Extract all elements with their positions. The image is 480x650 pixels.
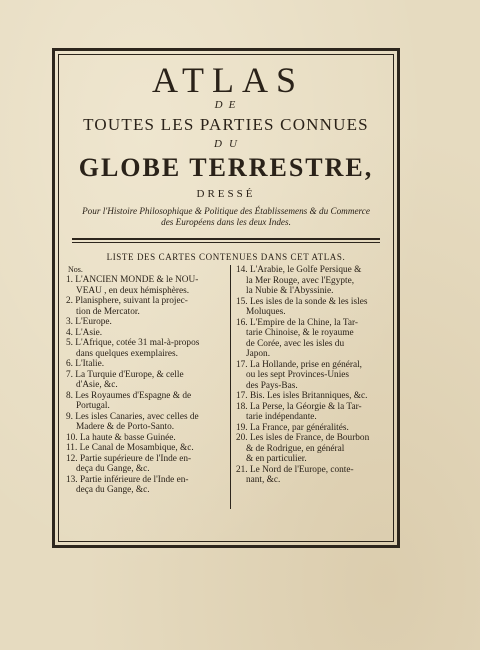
title-de: DE (214, 99, 242, 111)
map-entry-number: 1. (66, 275, 76, 285)
map-entry-number: 10. (66, 432, 80, 443)
map-entry-number: 21. (236, 464, 250, 475)
map-entry (64, 275, 226, 296)
map-entry-number: 19. (236, 422, 250, 433)
map-entry-continuation: deça du Gange, &c. (76, 464, 150, 474)
map-entry (234, 423, 388, 434)
column-divider (230, 265, 231, 509)
map-entry (64, 359, 226, 370)
map-entry-continuation: de Corée, avec les isles du (246, 338, 345, 349)
map-entry-title: Partie inférieure de l'Inde en- (79, 474, 189, 485)
subtitle-line-2: des Européens dans les deux Indes. (161, 217, 291, 227)
map-entry (234, 297, 388, 318)
subtitle (62, 206, 390, 228)
map-entry (64, 412, 226, 433)
map-entry (234, 433, 388, 465)
map-entry-number: 6. (66, 359, 76, 369)
map-entry-number: 4. (66, 327, 76, 338)
map-entry (64, 296, 226, 317)
map-entry-title: L'Afrique, cotée 31 mal-à-propos (75, 338, 200, 348)
map-entry-number: 5. (66, 338, 76, 348)
map-entry-continuation: & en particulier. (246, 454, 307, 464)
double-rule (72, 238, 380, 244)
map-entry (234, 360, 388, 392)
map-entry-continuation: d'Asie, &c. (76, 380, 118, 390)
numero-label: Nos. (68, 265, 83, 274)
map-entry-continuation: Japon. (246, 349, 271, 359)
map-entry-number: 17. Bis. (236, 391, 267, 401)
map-entry-title: Planisphere, suivant la projec- (75, 296, 188, 306)
map-entry-title: L'Europe. (75, 317, 112, 327)
map-entry-continuation: tion de Mercator. (76, 306, 140, 317)
map-entry (64, 391, 226, 412)
map-entry-continuation: VEAU , en deux hémisphères. (76, 285, 190, 296)
map-entry (64, 328, 226, 339)
map-entry (64, 454, 226, 475)
map-entry-number: 2. (66, 296, 76, 306)
map-entry-title: Les isles de la sonde & les isles (249, 296, 368, 307)
list-heading: LISTE DES CARTES CONTENUES DANS CET ATLAS. (106, 252, 346, 262)
map-entry-title: Les isles Canaries, avec celles de (75, 411, 199, 422)
map-entry-number: 9. (66, 411, 76, 422)
map-entry-continuation: Moluques. (246, 307, 286, 317)
map-entry (64, 370, 226, 391)
title-dresse: DRESSÉ (196, 188, 256, 200)
map-entry-title: Les isles de France, de Bourbon (249, 433, 370, 443)
map-entry-number: 15. (236, 296, 250, 307)
map-entry-number: 11. (66, 443, 80, 453)
subtitle-line-1: Pour l'Histoire Philosophique & Politique des Établissemens & du Commerce (82, 206, 370, 216)
map-entry-continuation: nant, &c. (246, 475, 281, 485)
map-entry-continuation: ou les sept Provinces-Unies (246, 370, 350, 380)
map-entry-number: 3. (66, 317, 76, 327)
map-entry (64, 338, 226, 359)
map-entry-title: La France, par généralités. (249, 422, 349, 433)
map-entry-title: La Turquie d'Europe, & celle (75, 369, 184, 380)
map-entry-title: L'Italie. (75, 359, 105, 369)
map-entry-number: 14. (236, 265, 250, 275)
map-entry-continuation: la Nubie & l'Abyssinie. (246, 286, 334, 296)
map-entry-continuation: deça du Gange, &c. (76, 485, 150, 495)
left-column (64, 265, 226, 496)
title-du: DU (214, 138, 244, 150)
map-entry-title: Partie supérieure de l'Inde en- (79, 453, 192, 464)
map-entry-number: 8. (66, 390, 76, 401)
map-entry-continuation: des Pays-Bas. (246, 380, 298, 391)
map-entry-title: Les isles Britanniques, &c. (267, 391, 368, 401)
map-entry-number: 18. (236, 401, 250, 412)
map-entry-title: La haute & basse Guinée. (79, 432, 176, 443)
map-entry-number: 13. (66, 474, 80, 485)
map-entry-title: L'ANCIEN MONDE & le NOU- (75, 275, 199, 285)
map-entry-title: Le Nord de l'Europe, conte- (249, 464, 354, 475)
map-entry-continuation: dans quelques exemplaires. (76, 348, 178, 359)
map-entry-continuation: tarie Chinoise, & le royaume (246, 328, 354, 338)
map-entry-title: L'Asie. (75, 327, 103, 338)
map-entry-number: 20. (236, 433, 250, 443)
map-list (62, 265, 390, 509)
title-globe-terrestre: GLOBE TERRESTRE, (78, 153, 374, 182)
right-column (234, 265, 388, 486)
map-entry (64, 475, 226, 496)
map-entry-continuation: tarie indépendante. (246, 412, 317, 422)
title-atlas: ATLAS (151, 60, 304, 100)
map-entry (234, 402, 388, 423)
map-entry-number: 17. (236, 359, 250, 370)
map-entry (234, 465, 388, 486)
title-page (62, 58, 390, 509)
map-entry-continuation: & de Rodrigue, en général (246, 443, 345, 454)
map-entry (234, 265, 388, 297)
map-entry-title: La Hollande, prise en général, (249, 359, 362, 370)
map-entry (234, 391, 388, 402)
map-entry (64, 317, 226, 328)
map-entry-continuation: Portugal. (76, 401, 110, 411)
map-entry (64, 433, 226, 444)
map-entry-title: Les Royaumes d'Espagne & de (75, 390, 192, 401)
map-entry-title: L'Empire de la Chine, la Tar- (249, 317, 359, 328)
map-entry-continuation: Madere & de Porto-Santo. (76, 422, 175, 432)
map-entry-number: 7. (66, 369, 76, 380)
map-entry-title: Le Canal de Mosambique, &c. (79, 443, 194, 453)
map-entry (64, 443, 226, 454)
map-entry (234, 318, 388, 360)
map-entry-number: 12. (66, 453, 80, 464)
map-entry-title: La Perse, la Géorgie & la Tar- (249, 401, 362, 412)
map-entry-title: L'Arabie, le Golfe Persique & (249, 265, 362, 275)
map-entry-continuation: la Mer Rouge, avec l'Egypte, (246, 275, 355, 286)
title-parties-connues: TOUTES LES PARTIES CONNUES (83, 115, 369, 134)
map-entry-number: 16. (236, 317, 250, 328)
